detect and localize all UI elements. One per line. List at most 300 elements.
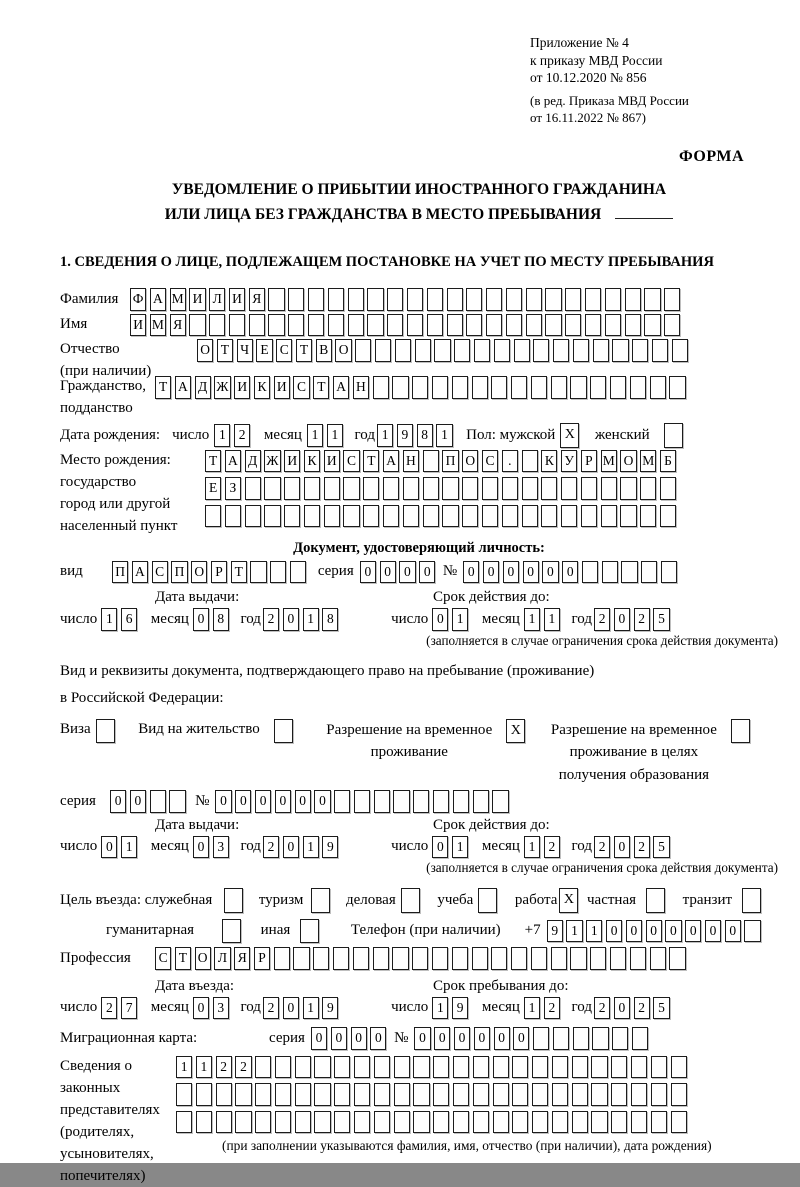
- char-cell[interactable]: [290, 561, 306, 584]
- char-cell[interactable]: [447, 288, 463, 311]
- char-cell[interactable]: 3: [213, 997, 229, 1020]
- char-cell[interactable]: 2: [263, 997, 279, 1020]
- checkbox-cell[interactable]: [274, 719, 293, 744]
- char-cell[interactable]: [631, 1056, 647, 1079]
- char-cell[interactable]: 0: [494, 1027, 510, 1050]
- char-cell[interactable]: [472, 376, 488, 399]
- char-cell[interactable]: [585, 288, 601, 311]
- char-cell[interactable]: 0: [685, 920, 701, 943]
- char-cell[interactable]: [434, 339, 450, 362]
- char-cell[interactable]: [295, 1111, 311, 1134]
- char-cell[interactable]: 0: [215, 790, 231, 813]
- char-cell[interactable]: [442, 505, 458, 528]
- char-cell[interactable]: 0: [474, 1027, 490, 1050]
- char-cell[interactable]: [553, 339, 569, 362]
- char-cell[interactable]: [375, 339, 391, 362]
- char-cell[interactable]: 1: [196, 1056, 212, 1079]
- char-cell[interactable]: Я: [234, 947, 250, 970]
- char-cell[interactable]: [552, 1083, 568, 1106]
- checkbox-cell[interactable]: [96, 719, 115, 744]
- char-cell[interactable]: К: [541, 450, 557, 473]
- checkbox-cell[interactable]: [478, 888, 497, 913]
- char-cell[interactable]: [403, 477, 419, 500]
- char-cell[interactable]: [532, 1056, 548, 1079]
- char-cell[interactable]: [650, 947, 666, 970]
- char-cell[interactable]: 1: [452, 836, 468, 859]
- char-cell[interactable]: [374, 1083, 390, 1106]
- checkbox-cell[interactable]: [646, 888, 665, 913]
- char-cell[interactable]: [255, 1083, 271, 1106]
- char-cell[interactable]: 0: [434, 1027, 450, 1050]
- char-cell[interactable]: [407, 288, 423, 311]
- char-cell[interactable]: Т: [217, 339, 233, 362]
- char-cell[interactable]: [453, 1083, 469, 1106]
- char-cell[interactable]: [605, 314, 621, 337]
- char-cell[interactable]: [533, 1027, 549, 1050]
- char-cell[interactable]: [541, 477, 557, 500]
- char-cell[interactable]: [433, 1111, 449, 1134]
- char-cell[interactable]: 2: [216, 1056, 232, 1079]
- char-cell[interactable]: [433, 1083, 449, 1106]
- char-cell[interactable]: [453, 790, 469, 813]
- char-cell[interactable]: [403, 505, 419, 528]
- char-cell[interactable]: [275, 1111, 291, 1134]
- char-cell[interactable]: [250, 561, 266, 584]
- char-cell[interactable]: [621, 561, 637, 584]
- char-cell[interactable]: 1: [566, 920, 582, 943]
- char-cell[interactable]: [572, 1056, 588, 1079]
- char-cell[interactable]: 8: [213, 608, 229, 631]
- char-cell[interactable]: 0: [419, 561, 435, 584]
- char-cell[interactable]: 0: [351, 1027, 367, 1050]
- char-cell[interactable]: [631, 1111, 647, 1134]
- char-cell[interactable]: [466, 314, 482, 337]
- char-cell[interactable]: [625, 288, 641, 311]
- char-cell[interactable]: [644, 288, 660, 311]
- char-cell[interactable]: [644, 314, 660, 337]
- char-cell[interactable]: Л: [209, 288, 225, 311]
- char-cell[interactable]: [462, 477, 478, 500]
- char-cell[interactable]: Р: [211, 561, 227, 584]
- char-cell[interactable]: [545, 288, 561, 311]
- char-cell[interactable]: 1: [524, 608, 540, 631]
- checkbox-cell[interactable]: X: [559, 888, 578, 913]
- char-cell[interactable]: 1: [121, 836, 137, 859]
- char-cell[interactable]: [268, 314, 284, 337]
- char-cell[interactable]: [493, 1056, 509, 1079]
- char-cell[interactable]: [502, 477, 518, 500]
- char-cell[interactable]: [630, 376, 646, 399]
- char-cell[interactable]: Д: [245, 450, 261, 473]
- char-cell[interactable]: Я: [170, 314, 186, 337]
- char-cell[interactable]: Т: [231, 561, 247, 584]
- char-cell[interactable]: [493, 1083, 509, 1106]
- char-cell[interactable]: [532, 1083, 548, 1106]
- char-cell[interactable]: 1: [327, 424, 343, 447]
- char-cell[interactable]: 0: [370, 1027, 386, 1050]
- char-cell[interactable]: [533, 339, 549, 362]
- char-cell[interactable]: [601, 477, 617, 500]
- char-cell[interactable]: [334, 1083, 350, 1106]
- char-cell[interactable]: Т: [155, 376, 171, 399]
- char-cell[interactable]: [387, 288, 403, 311]
- title-blank-line[interactable]: [615, 205, 673, 219]
- char-cell[interactable]: 0: [295, 790, 311, 813]
- char-cell[interactable]: [423, 477, 439, 500]
- char-cell[interactable]: 9: [322, 836, 338, 859]
- char-cell[interactable]: [412, 376, 428, 399]
- char-cell[interactable]: [209, 314, 225, 337]
- char-cell[interactable]: [611, 1111, 627, 1134]
- char-cell[interactable]: [415, 339, 431, 362]
- char-cell[interactable]: [334, 790, 350, 813]
- char-cell[interactable]: [482, 477, 498, 500]
- char-cell[interactable]: К: [254, 376, 270, 399]
- char-cell[interactable]: [453, 1056, 469, 1079]
- char-cell[interactable]: [274, 947, 290, 970]
- char-cell[interactable]: [512, 1083, 528, 1106]
- char-cell[interactable]: 2: [634, 608, 650, 631]
- char-cell[interactable]: 1: [303, 997, 319, 1020]
- char-cell[interactable]: [328, 314, 344, 337]
- char-cell[interactable]: 5: [653, 608, 669, 631]
- char-cell[interactable]: [664, 288, 680, 311]
- checkbox-cell[interactable]: [224, 888, 243, 913]
- char-cell[interactable]: А: [383, 450, 399, 473]
- char-cell[interactable]: [427, 288, 443, 311]
- char-cell[interactable]: [413, 1111, 429, 1134]
- char-cell[interactable]: [423, 505, 439, 528]
- char-cell[interactable]: [466, 288, 482, 311]
- char-cell[interactable]: [581, 505, 597, 528]
- char-cell[interactable]: [551, 947, 567, 970]
- char-cell[interactable]: [531, 376, 547, 399]
- char-cell[interactable]: [590, 376, 606, 399]
- char-cell[interactable]: С: [293, 376, 309, 399]
- char-cell[interactable]: [355, 339, 371, 362]
- char-cell[interactable]: Л: [214, 947, 230, 970]
- char-cell[interactable]: [473, 790, 489, 813]
- char-cell[interactable]: 1: [436, 424, 452, 447]
- char-cell[interactable]: [383, 505, 399, 528]
- char-cell[interactable]: 0: [255, 790, 271, 813]
- char-cell[interactable]: О: [195, 947, 211, 970]
- char-cell[interactable]: 0: [283, 608, 299, 631]
- char-cell[interactable]: [394, 1111, 410, 1134]
- char-cell[interactable]: [245, 505, 261, 528]
- char-cell[interactable]: [334, 1111, 350, 1134]
- char-cell[interactable]: 0: [614, 997, 630, 1020]
- char-cell[interactable]: Т: [175, 947, 191, 970]
- char-cell[interactable]: [561, 477, 577, 500]
- char-cell[interactable]: [235, 1083, 251, 1106]
- char-cell[interactable]: [394, 1056, 410, 1079]
- char-cell[interactable]: [433, 1056, 449, 1079]
- char-cell[interactable]: 0: [101, 836, 117, 859]
- char-cell[interactable]: [473, 1083, 489, 1106]
- char-cell[interactable]: [293, 947, 309, 970]
- char-cell[interactable]: 0: [311, 1027, 327, 1050]
- char-cell[interactable]: 2: [594, 997, 610, 1020]
- char-cell[interactable]: [502, 505, 518, 528]
- char-cell[interactable]: 1: [303, 836, 319, 859]
- char-cell[interactable]: З: [225, 477, 241, 500]
- char-cell[interactable]: [324, 477, 340, 500]
- char-cell[interactable]: [343, 505, 359, 528]
- char-cell[interactable]: [514, 339, 530, 362]
- char-cell[interactable]: С: [276, 339, 292, 362]
- char-cell[interactable]: [651, 1083, 667, 1106]
- char-cell[interactable]: [612, 1027, 628, 1050]
- char-cell[interactable]: У: [561, 450, 577, 473]
- char-cell[interactable]: [611, 1056, 627, 1079]
- char-cell[interactable]: Н: [353, 376, 369, 399]
- char-cell[interactable]: [632, 339, 648, 362]
- char-cell[interactable]: Е: [256, 339, 272, 362]
- char-cell[interactable]: Ж: [264, 450, 280, 473]
- char-cell[interactable]: [491, 376, 507, 399]
- char-cell[interactable]: [601, 505, 617, 528]
- char-cell[interactable]: [387, 314, 403, 337]
- char-cell[interactable]: [650, 376, 666, 399]
- char-cell[interactable]: [590, 947, 606, 970]
- char-cell[interactable]: [284, 477, 300, 500]
- checkbox-cell[interactable]: [222, 919, 241, 944]
- char-cell[interactable]: [328, 288, 344, 311]
- char-cell[interactable]: [632, 1027, 648, 1050]
- char-cell[interactable]: [620, 505, 636, 528]
- char-cell[interactable]: [522, 450, 538, 473]
- char-cell[interactable]: 2: [101, 997, 117, 1020]
- char-cell[interactable]: 1: [524, 997, 540, 1020]
- char-cell[interactable]: О: [191, 561, 207, 584]
- char-cell[interactable]: [651, 1111, 667, 1134]
- char-cell[interactable]: [304, 477, 320, 500]
- char-cell[interactable]: 5: [653, 997, 669, 1020]
- char-cell[interactable]: 0: [614, 836, 630, 859]
- char-cell[interactable]: Д: [195, 376, 211, 399]
- checkbox-cell[interactable]: [401, 888, 420, 913]
- char-cell[interactable]: [453, 1111, 469, 1134]
- char-cell[interactable]: 0: [193, 608, 209, 631]
- char-cell[interactable]: А: [225, 450, 241, 473]
- char-cell[interactable]: [671, 1083, 687, 1106]
- char-cell[interactable]: 1: [303, 608, 319, 631]
- char-cell[interactable]: 1: [586, 920, 602, 943]
- char-cell[interactable]: [324, 505, 340, 528]
- char-cell[interactable]: [334, 1056, 350, 1079]
- char-cell[interactable]: 1: [544, 608, 560, 631]
- char-cell[interactable]: [383, 477, 399, 500]
- char-cell[interactable]: 0: [275, 790, 291, 813]
- char-cell[interactable]: [433, 790, 449, 813]
- char-cell[interactable]: [235, 1111, 251, 1134]
- char-cell[interactable]: [423, 450, 439, 473]
- char-cell[interactable]: 0: [360, 561, 376, 584]
- char-cell[interactable]: [486, 288, 502, 311]
- char-cell[interactable]: [572, 1111, 588, 1134]
- char-cell[interactable]: [553, 1027, 569, 1050]
- char-cell[interactable]: [552, 1111, 568, 1134]
- char-cell[interactable]: Т: [313, 376, 329, 399]
- checkbox-cell[interactable]: X: [506, 719, 525, 744]
- char-cell[interactable]: [447, 314, 463, 337]
- char-cell[interactable]: И: [130, 314, 146, 337]
- char-cell[interactable]: [541, 505, 557, 528]
- char-cell[interactable]: [512, 1056, 528, 1079]
- char-cell[interactable]: [176, 1111, 192, 1134]
- char-cell[interactable]: [591, 1111, 607, 1134]
- char-cell[interactable]: А: [132, 561, 148, 584]
- char-cell[interactable]: 1: [214, 424, 230, 447]
- char-cell[interactable]: 2: [594, 836, 610, 859]
- char-cell[interactable]: 0: [665, 920, 681, 943]
- char-cell[interactable]: [511, 376, 527, 399]
- char-cell[interactable]: [640, 505, 656, 528]
- char-cell[interactable]: 0: [399, 561, 415, 584]
- char-cell[interactable]: С: [152, 561, 168, 584]
- char-cell[interactable]: [288, 288, 304, 311]
- char-cell[interactable]: [593, 339, 609, 362]
- char-cell[interactable]: 0: [130, 790, 146, 813]
- char-cell[interactable]: [669, 947, 685, 970]
- char-cell[interactable]: [494, 339, 510, 362]
- char-cell[interactable]: [672, 339, 688, 362]
- char-cell[interactable]: 0: [626, 920, 642, 943]
- char-cell[interactable]: [565, 288, 581, 311]
- char-cell[interactable]: [394, 1083, 410, 1106]
- char-cell[interactable]: 9: [322, 997, 338, 1020]
- char-cell[interactable]: Ф: [130, 288, 146, 311]
- char-cell[interactable]: [343, 477, 359, 500]
- char-cell[interactable]: П: [171, 561, 187, 584]
- char-cell[interactable]: М: [170, 288, 186, 311]
- char-cell[interactable]: [581, 477, 597, 500]
- char-cell[interactable]: [651, 1056, 667, 1079]
- char-cell[interactable]: [474, 339, 490, 362]
- char-cell[interactable]: [392, 947, 408, 970]
- char-cell[interactable]: [591, 1083, 607, 1106]
- char-cell[interactable]: [522, 477, 538, 500]
- char-cell[interactable]: [196, 1083, 212, 1106]
- char-cell[interactable]: [506, 288, 522, 311]
- char-cell[interactable]: [652, 339, 668, 362]
- char-cell[interactable]: Ж: [214, 376, 230, 399]
- char-cell[interactable]: [268, 288, 284, 311]
- char-cell[interactable]: 1: [432, 997, 448, 1020]
- char-cell[interactable]: 5: [653, 836, 669, 859]
- checkbox-cell[interactable]: [742, 888, 761, 913]
- char-cell[interactable]: [565, 314, 581, 337]
- char-cell[interactable]: С: [343, 450, 359, 473]
- char-cell[interactable]: 2: [544, 836, 560, 859]
- char-cell[interactable]: [363, 477, 379, 500]
- char-cell[interactable]: [532, 1111, 548, 1134]
- char-cell[interactable]: 0: [503, 561, 519, 584]
- char-cell[interactable]: Ч: [237, 339, 253, 362]
- char-cell[interactable]: [602, 561, 618, 584]
- checkbox-cell[interactable]: [311, 888, 330, 913]
- char-cell[interactable]: [363, 505, 379, 528]
- char-cell[interactable]: 8: [417, 424, 433, 447]
- char-cell[interactable]: [354, 1083, 370, 1106]
- char-cell[interactable]: Е: [205, 477, 221, 500]
- char-cell[interactable]: Н: [403, 450, 419, 473]
- char-cell[interactable]: [427, 314, 443, 337]
- char-cell[interactable]: [314, 1111, 330, 1134]
- checkbox-cell[interactable]: [731, 719, 750, 744]
- char-cell[interactable]: [264, 505, 280, 528]
- char-cell[interactable]: 0: [705, 920, 721, 943]
- char-cell[interactable]: [255, 1111, 271, 1134]
- char-cell[interactable]: 0: [380, 561, 396, 584]
- char-cell[interactable]: [196, 1111, 212, 1134]
- char-cell[interactable]: [611, 1083, 627, 1106]
- char-cell[interactable]: 0: [513, 1027, 529, 1050]
- char-cell[interactable]: [304, 505, 320, 528]
- char-cell[interactable]: [664, 314, 680, 337]
- char-cell[interactable]: [744, 920, 760, 943]
- char-cell[interactable]: 1: [176, 1056, 192, 1079]
- char-cell[interactable]: [522, 505, 538, 528]
- char-cell[interactable]: [620, 477, 636, 500]
- char-cell[interactable]: [492, 790, 508, 813]
- char-cell[interactable]: М: [150, 314, 166, 337]
- char-cell[interactable]: [454, 339, 470, 362]
- char-cell[interactable]: 0: [193, 836, 209, 859]
- char-cell[interactable]: [506, 314, 522, 337]
- char-cell[interactable]: [333, 947, 349, 970]
- char-cell[interactable]: [354, 790, 370, 813]
- char-cell[interactable]: 2: [634, 836, 650, 859]
- char-cell[interactable]: П: [442, 450, 458, 473]
- char-cell[interactable]: Т: [205, 450, 221, 473]
- char-cell[interactable]: [314, 1083, 330, 1106]
- char-cell[interactable]: 0: [414, 1027, 430, 1050]
- char-cell[interactable]: [367, 314, 383, 337]
- char-cell[interactable]: 1: [307, 424, 323, 447]
- char-cell[interactable]: [452, 376, 468, 399]
- char-cell[interactable]: М: [601, 450, 617, 473]
- char-cell[interactable]: [216, 1083, 232, 1106]
- char-cell[interactable]: [413, 790, 429, 813]
- char-cell[interactable]: [205, 505, 221, 528]
- char-cell[interactable]: С: [482, 450, 498, 473]
- char-cell[interactable]: [288, 314, 304, 337]
- char-cell[interactable]: В: [316, 339, 332, 362]
- char-cell[interactable]: 0: [314, 790, 330, 813]
- char-cell[interactable]: Б: [660, 450, 676, 473]
- char-cell[interactable]: [176, 1083, 192, 1106]
- char-cell[interactable]: [354, 1111, 370, 1134]
- char-cell[interactable]: [482, 505, 498, 528]
- char-cell[interactable]: [526, 314, 542, 337]
- char-cell[interactable]: К: [304, 450, 320, 473]
- char-cell[interactable]: [452, 947, 468, 970]
- char-cell[interactable]: [314, 1056, 330, 1079]
- char-cell[interactable]: [582, 561, 598, 584]
- char-cell[interactable]: [570, 947, 586, 970]
- char-cell[interactable]: 0: [432, 608, 448, 631]
- char-cell[interactable]: [531, 947, 547, 970]
- char-cell[interactable]: И: [324, 450, 340, 473]
- char-cell[interactable]: [660, 477, 676, 500]
- char-cell[interactable]: [249, 314, 265, 337]
- char-cell[interactable]: [585, 314, 601, 337]
- char-cell[interactable]: 0: [235, 790, 251, 813]
- char-cell[interactable]: 0: [331, 1027, 347, 1050]
- char-cell[interactable]: [407, 314, 423, 337]
